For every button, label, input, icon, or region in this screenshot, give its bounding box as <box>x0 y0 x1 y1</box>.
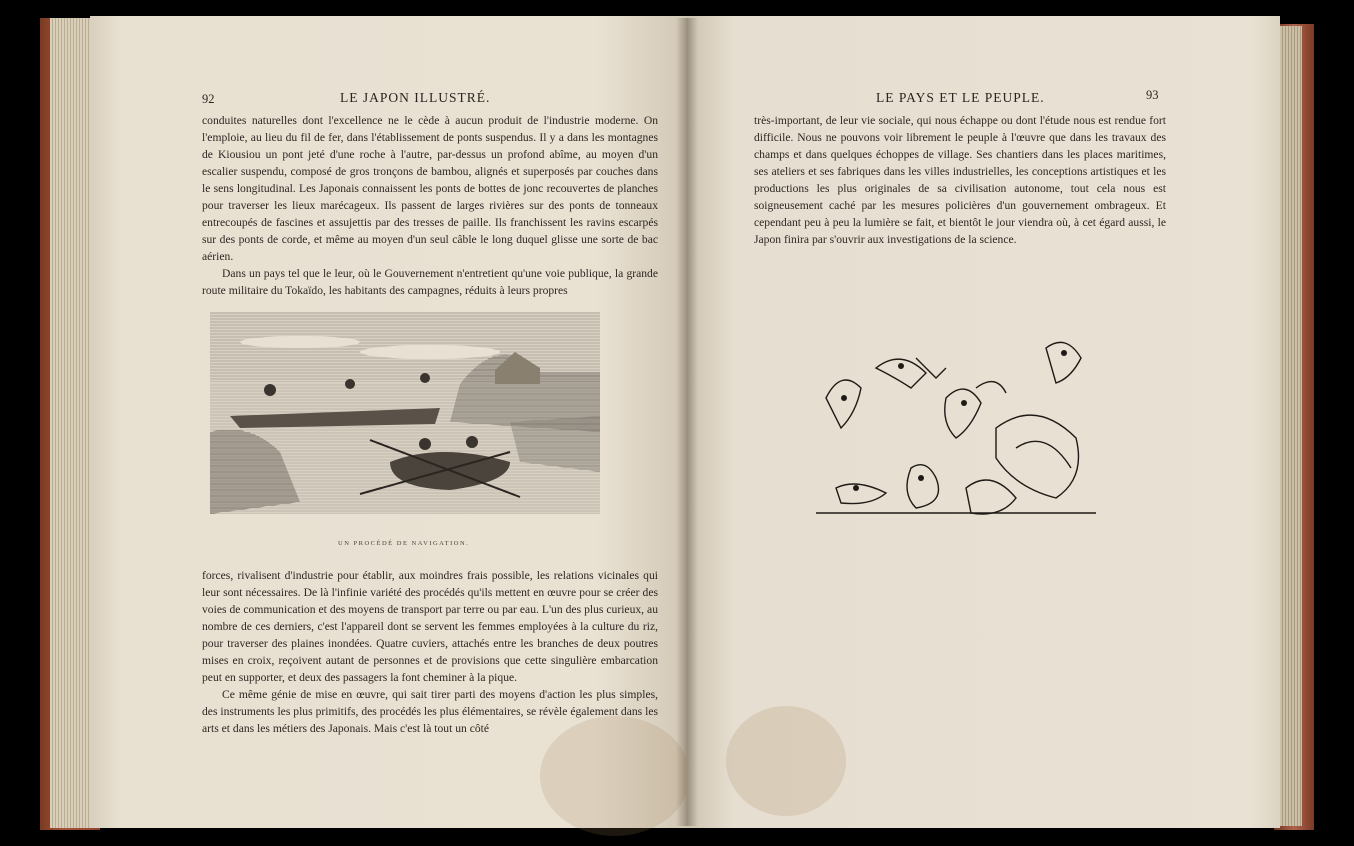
page-number-left: 92 <box>202 92 215 106</box>
water-stain <box>540 716 690 836</box>
open-book <box>40 14 1314 832</box>
water-stain <box>726 706 846 816</box>
running-head-right: LE PAYS ET LE PEUPLE. <box>876 90 1045 105</box>
right-page <box>686 16 1280 828</box>
left-page <box>90 16 686 828</box>
left-text-bottom <box>202 567 658 737</box>
right-text <box>754 112 1166 248</box>
illustration-caption: UN PROCÉDÉ DE NAVIGATION. <box>338 540 470 547</box>
book-gutter <box>676 18 698 826</box>
left-text-top <box>202 112 658 299</box>
paragraph: Ce même génie de mise en œuvre, qui sait tirer parti des moyens d'action les plus simples, des instruments les plus primitifs, des procédés les plus élémentaires, se révèle également dans les arts et dans les métiers des Japonais. Mais c'est là tout un côté <box>202 688 658 735</box>
paragraph: conduites naturelles dont l'excellence ne le cède à aucun produit de l'industrie moderne. On l'emploie, au lieu du fil de fer, dans l'établissement de ponts suspendus. Il y a dans les montagnes de Kiousiou un pont jeté d'une roche à l'autre, par-dessus un profond abîme, au moyen d'un escalier suspendu, composé de gros tronçons de bambou, alignés et superposés par couches dans le sens longitudinal. Les Japonais connaissent les ponts de bottes de jonc recouvertes de planches pour traverser les lieux marécageux. Ils passent de larges rivières sur des ponts de tonneaux entrecoupés de fascines et assujettis par des tresses de paille. Ils franchissent les ravins escarpés sur des ponts de corde, et même au moyen d'un seul câble le long duquel glisse une sorte de bac aérien. <box>202 114 658 263</box>
paragraph: Dans un pays tel que le leur, où le Gouvernement n'entretient qu'une voie publique, la grande route militaire du Tokaïdo, les habitants des campagnes, réduits à leurs propres <box>202 267 658 297</box>
page-number-right: 93 <box>1146 88 1159 102</box>
birds-engraving <box>816 328 1106 528</box>
running-head-left: LE JAPON ILLUSTRÉ. <box>340 90 491 105</box>
navigation-engraving <box>210 312 600 514</box>
paragraph: très-important, de leur vie sociale, qui nous échappe ou dont l'étude nous est rendue fort difficile. Nous ne pouvons voir librement le peuple à l'œuvre que dans les travaux des champs et dans quelques échoppes de village. Ses chantiers dans les places maritimes, ses ateliers et ses fabriques dans les villes industrielles, les conceptions artistiques et les productions les plus originales de sa civilisation autonome, tout cela nous est soigneusement caché par les mesures policières d'un gouvernement ombrageux. Et cependant peu à peu la lumière se fait, et bientôt le jour viendra où, à cet égard aussi, le Japon finira par s'ouvrir aux investigations de la science. <box>754 114 1166 246</box>
paragraph: forces, rivalisent d'industrie pour établir, aux moindres frais possible, les relations vicinales qui leur sont nécessaires. De là l'infinie variété des procédés qu'ils mettent en œuvre pour se créer des voies de communication et des moyens de transport par terre ou par eau. L'un des plus curieux, au nombre de ces derniers, c'est l'appareil dont se servent les femmes employées à la culture du riz, pour traverser des plaines inondées. Quatre cuviers, attachés entre les branches de deux poutres mises en croix, reçoivent autant de personnes et de provisions que cette singulière embarcation peut en supporter, et deux des passagers la font cheminer à la pique. <box>202 569 658 684</box>
